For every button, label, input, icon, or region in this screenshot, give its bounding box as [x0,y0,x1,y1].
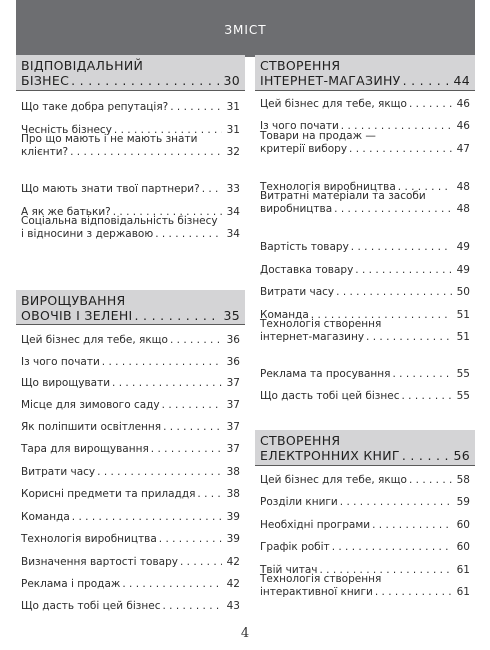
toc-entry[interactable] [255,474,475,487]
dot-leader [197,488,222,501]
entry-label-line1: Витратні матеріали та засоби [260,190,426,202]
entry-label: клієнти? [21,146,69,158]
entry-label: Із чого почати [260,120,339,132]
entry-row [21,101,240,114]
entry-row [21,511,240,524]
toc-entry[interactable] [16,443,245,456]
entry-page-number: 39 [226,511,240,523]
toc-entry[interactable] [16,101,245,114]
dot-leader [70,146,222,159]
dot-leader [151,443,222,456]
entry-page-number: 50 [456,286,470,298]
toc-entry[interactable] [16,133,245,159]
entry-page-number: 31 [226,101,240,113]
toc-entry[interactable] [16,356,245,369]
entry-label: Цей бізнес для тебе, якщо [260,98,407,110]
entry-label: Із чого почати [21,356,100,368]
entry-row [21,377,240,390]
section-title-row [260,448,470,463]
entry-row [21,356,240,369]
entry-row [260,368,470,381]
entry-label-line1: Соціальна відповідальність бізнесу [21,215,218,227]
entry-row [260,264,470,277]
toc-entry[interactable] [16,215,245,241]
entry-page-number: 43 [226,600,240,612]
section-title-line1: ВІДПОВІДАЛЬНИЙ [21,58,144,73]
entry-label: Що дасть тобі цей бізнес [260,390,400,402]
toc-entry[interactable] [255,130,475,156]
entry-label: Реклама і продаж [21,578,121,590]
entry-page-number: 42 [226,556,240,568]
dot-leader [351,241,452,254]
entry-label-line1: Про що мають і не мають знати [21,133,198,145]
dot-leader [366,331,452,344]
entry-page-number: 37 [226,377,240,389]
entry-label: Як поліпшити освітлення [21,421,162,433]
entry-label: Чесність бізнесу [21,124,112,136]
section-title-line2: ОВОЧІВ І ЗЕЛЕНІ [21,308,133,323]
toc-entry[interactable] [16,399,245,412]
entry-label-line1: Товари на продаж — [260,130,376,142]
dot-leader [71,73,221,88]
entry-row [260,390,470,403]
dot-leader [170,101,222,114]
dot-leader [409,98,452,111]
entry-label-line1: Технологія створення [260,573,382,585]
dot-leader [155,228,222,241]
dot-leader [402,448,452,463]
entry-page-number: 36 [226,356,240,368]
section-underline [255,465,475,466]
toc-entry[interactable] [16,183,245,196]
dot-leader [112,377,222,390]
section-page-number: 35 [223,308,240,323]
entry-page-number: 48 [456,203,470,215]
toc-entry[interactable] [255,390,475,403]
section-title-row [21,73,240,88]
entry-row [21,533,240,546]
toc-entry[interactable] [16,421,245,434]
dot-leader [162,600,222,613]
entry-page-number: 49 [456,264,470,276]
entry-row [260,143,470,156]
contents-header-bar [16,0,475,57]
entry-page-number: 58 [456,474,470,486]
entry-row [260,519,470,532]
toc-entry[interactable] [16,466,245,479]
dot-leader [163,421,222,434]
section-title-row [260,73,470,88]
section-heading[interactable] [16,55,245,91]
section-page-number: 56 [453,448,470,463]
dot-leader [97,466,222,479]
dot-leader [180,556,222,569]
entry-row [21,466,240,479]
entry-label: Що мають знати твої партнери? [21,183,200,195]
section-title-line2: ЕЛЕКТРОННИХ КНИГ [260,448,400,463]
entry-label: виробництва [260,203,333,215]
entry-row [21,334,240,347]
toc-entry[interactable] [16,533,245,546]
dot-leader [102,356,222,369]
entry-page-number: 60 [456,541,470,553]
entry-label: А як же батьки? [21,206,111,218]
entry-row [260,98,470,111]
dot-leader [340,496,452,509]
entry-page-number: 39 [226,533,240,545]
entry-label: Що вирощувати [21,377,111,389]
toc-entry[interactable] [255,519,475,532]
entry-row [260,331,470,344]
entry-page-number: 61 [456,586,470,598]
entry-row [21,578,240,591]
entry-row [260,586,470,599]
entry-row [21,146,240,159]
toc-entry[interactable] [255,541,475,554]
entry-page-number: 37 [226,443,240,455]
dot-leader [375,586,452,599]
toc-entry[interactable] [16,334,245,347]
section-page-number: 44 [453,73,470,88]
section-heading[interactable] [16,290,245,325]
dot-leader [355,264,452,277]
toc-entry[interactable] [255,368,475,381]
dot-leader [336,286,452,299]
entry-page-number: 32 [226,146,240,158]
entry-row [21,556,240,569]
entry-page-number: 46 [456,98,470,110]
entry-page-number: 37 [226,399,240,411]
entry-label: Необхідні програми [260,519,371,531]
section-title-line1: СТВОРЕННЯ [260,58,341,73]
entry-label: Вартість товару [260,241,349,253]
entry-page-number: 38 [226,466,240,478]
entry-row [260,474,470,487]
entry-page-number: 38 [226,488,240,500]
section-heading[interactable] [255,55,475,91]
entry-label: Тара для вирощування [21,443,149,455]
entry-page-number: 49 [456,241,470,253]
dot-leader [403,73,452,88]
entry-label: Цей бізнес для тебе, якщо [21,334,168,346]
toc-entry[interactable] [16,600,245,613]
toc-entry[interactable] [255,98,475,111]
entry-row [260,286,470,299]
section-title-line1: ВИРОЩУВАННЯ [21,293,126,308]
section-underline [16,90,245,91]
entry-label: інтернет-магазину [260,331,365,343]
toc-entry[interactable] [16,488,245,501]
entry-page-number: 34 [226,206,240,218]
entry-row [21,421,240,434]
entry-label: інтерактивної книги [260,586,373,598]
toc-entry[interactable] [16,556,245,569]
toc-entry[interactable] [255,241,475,254]
entry-row [260,241,470,254]
section-underline [255,90,475,91]
entry-page-number: 61 [456,564,470,576]
entry-label: і відносини з державою [21,228,154,240]
entry-page-number: 55 [456,390,470,402]
dot-leader [202,183,222,196]
entry-page-number: 31 [226,124,240,136]
entry-page-number: 42 [226,578,240,590]
entry-label: Цей бізнес для тебе, якщо [260,474,407,486]
section-title-line2: ІНТЕРНЕТ-МАГАЗИНУ [260,73,401,88]
dot-leader [349,143,452,156]
entry-label: Команда [260,309,309,321]
toc-entry[interactable] [255,264,475,277]
entry-label: Реклама та просування [260,368,391,380]
toc-entry[interactable] [255,190,475,216]
dot-leader [401,390,452,403]
dot-leader [159,533,222,546]
entry-row [260,496,470,509]
toc-entry[interactable] [16,377,245,390]
section-title-row [21,308,240,323]
entry-row [21,600,240,613]
entry-page-number: 51 [456,309,470,321]
entry-row [260,541,470,554]
entry-label: Витрати часу [260,286,335,298]
dot-leader [392,368,452,381]
dot-leader [122,578,222,591]
entry-label: Місце для зимового саду [21,399,160,411]
dot-leader [332,541,452,554]
dot-leader [162,399,222,412]
entry-page-number: 55 [456,368,470,380]
entry-label: Технологія виробництва [260,181,396,193]
dot-leader [135,308,222,323]
entry-label: Твій читач [260,564,318,576]
dot-leader [170,334,222,347]
entry-row [260,203,470,216]
entry-label: Технологія виробництва [21,533,157,545]
entry-label: Корисні предмети та приладдя [21,488,196,500]
entry-page-number: 60 [456,519,470,531]
entry-page-number: 59 [456,496,470,508]
section-heading[interactable] [255,430,475,466]
toc-entry[interactable] [16,511,245,524]
section-page-number: 30 [223,73,240,88]
entry-label: Витрати часу [21,466,96,478]
entry-row [21,399,240,412]
entry-label: критерії вибору [260,143,348,155]
toc-entry[interactable] [255,286,475,299]
page-title: ЗМІСТ [224,23,267,37]
entry-page-number: 47 [456,143,470,155]
entry-label: Що таке добра репутація? [21,101,169,113]
entry-page-number: 33 [226,183,240,195]
toc-entry[interactable] [16,578,245,591]
section-underline [16,324,245,325]
toc-entry[interactable] [255,318,475,344]
dot-leader [72,511,222,524]
toc-entry[interactable] [255,573,475,599]
entry-label: Що дасть тобі цей бізнес [21,600,161,612]
entry-label: Визначення вартості товару [21,556,178,568]
dot-leader [372,519,452,532]
entry-page-number: 46 [456,120,470,132]
entry-label: Графік робіт [260,541,330,553]
entry-label: Команда [21,511,70,523]
dot-leader [409,474,452,487]
entry-page-number: 34 [226,228,240,240]
entry-label: Розділи книги [260,496,338,508]
entry-page-number: 48 [456,181,470,193]
section-title-line2: БІЗНЕС [21,73,70,88]
entry-page-number: 51 [456,331,470,343]
entry-row [21,488,240,501]
toc-entry[interactable] [255,496,475,509]
entry-label: Доставка товару [260,264,354,276]
dot-leader [334,203,452,216]
entry-row [21,183,240,196]
entry-page-number: 36 [226,334,240,346]
page-number: 4 [240,626,250,641]
entry-label-line1: Технологія створення [260,318,382,330]
entry-row [21,228,240,241]
entry-page-number: 37 [226,421,240,433]
entry-row [21,443,240,456]
section-title-line1: СТВОРЕННЯ [260,433,341,448]
